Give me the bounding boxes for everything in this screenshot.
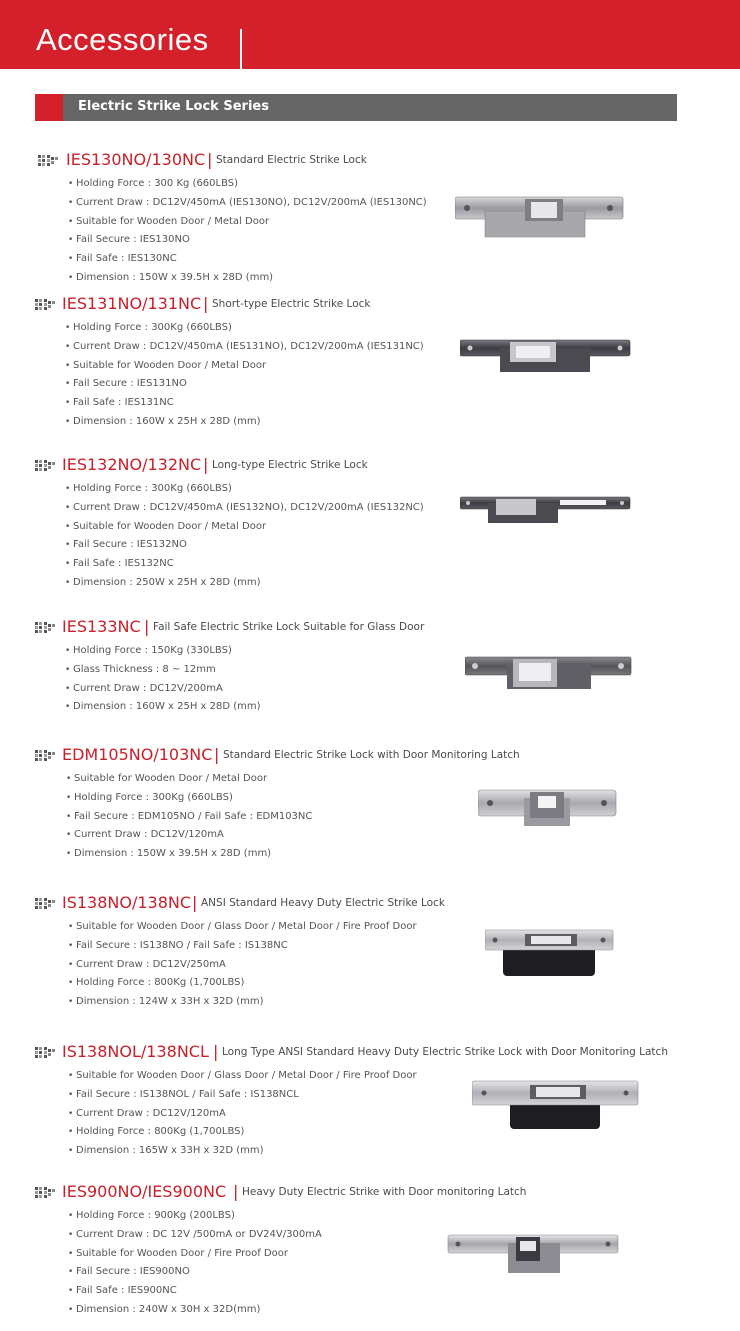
spec-item: • Fail Secure : IS138NO / Fail Safe : IS138NC <box>68 937 417 956</box>
spec-list <box>68 1207 322 1320</box>
series-accent <box>35 94 63 121</box>
bullet-arrow-icon <box>35 1187 56 1198</box>
spec-list <box>68 918 417 1012</box>
product-description: Short-type Electric Strike Lock <box>212 298 371 310</box>
spec-item: • Fail Secure : IES900NO <box>68 1263 322 1282</box>
spec-item: • Suitable for Wooden Door / Metal Door <box>68 213 427 232</box>
product-model: IES130NO/130NC <box>66 150 206 169</box>
spec-item: • Dimension : 150W x 39.5H x 28D (mm) <box>66 845 312 864</box>
spec-item: • Current Draw : DC12V/200mA <box>65 680 261 699</box>
product-image <box>485 928 615 978</box>
title-separator: | <box>214 745 220 764</box>
bullet-arrow-icon <box>35 299 56 310</box>
product-description: Long-type Electric Strike Lock <box>212 459 368 471</box>
spec-item: • Glass Thickness : 8 ~ 12mm <box>65 661 261 680</box>
product-model: IES900NO/IES900NC <box>62 1182 227 1201</box>
spec-item: • Fail Secure : IES131NO <box>65 375 424 394</box>
product-description: Standard Electric Strike Lock <box>216 154 367 166</box>
product-description: Fail Safe Electric Strike Lock Suitable for Glass Door <box>153 621 425 633</box>
series-title: Electric Strike Lock Series <box>78 99 269 114</box>
bullet-arrow-icon <box>35 460 56 471</box>
spec-item: • Dimension : 150W x 39.5H x 28D (mm) <box>68 269 427 288</box>
spec-list <box>68 175 427 288</box>
spec-item: • Fail Safe : IES132NC <box>65 555 424 574</box>
product-image <box>465 653 633 693</box>
product-image <box>478 788 618 828</box>
spec-list <box>65 642 261 717</box>
spec-item: • Dimension : 160W x 25H x 28D (mm) <box>65 698 261 717</box>
bullet-arrow-icon <box>38 155 59 166</box>
spec-item: • Suitable for Wooden Door / Metal Door <box>65 518 424 537</box>
spec-item: • Suitable for Wooden Door / Metal Door <box>66 770 312 789</box>
spec-item: • Holding Force : 300Kg (660LBS) <box>65 319 424 338</box>
spec-item: • Current Draw : DC 12V /500mA or DV24V/300mA <box>68 1226 322 1245</box>
spec-item: • Holding Force : 800Kg (1,700LBS) <box>68 1123 417 1142</box>
title-separator: | <box>203 455 209 474</box>
spec-item: • Fail Safe : IES130NC <box>68 250 427 269</box>
spec-item: • Suitable for Wooden Door / Glass Door / Metal Door / Fire Proof Door <box>68 918 417 937</box>
product-image <box>460 334 632 374</box>
product-image <box>432 1227 632 1279</box>
spec-item: • Dimension : 240W x 30H x 32D(mm) <box>68 1301 322 1320</box>
title-separator: | <box>207 150 213 169</box>
spec-item: • Fail Safe : IES131NC <box>65 394 424 413</box>
product-description: ANSI Standard Heavy Duty Electric Strike Lock <box>201 897 445 909</box>
spec-item: • Dimension : 160W x 25H x 28D (mm) <box>65 413 424 432</box>
spec-item: • Dimension : 250W x 25H x 28D (mm) <box>65 574 424 593</box>
spec-list <box>65 319 424 432</box>
title-separator: | <box>213 1042 219 1061</box>
spec-item: • Suitable for Wooden Door / Fire Proof Door <box>68 1245 322 1264</box>
bullet-arrow-icon <box>35 898 56 909</box>
bullet-arrow-icon <box>35 1047 56 1058</box>
spec-item: • Holding Force : 150Kg (330LBS) <box>65 642 261 661</box>
spec-item: • Current Draw : DC12V/120mA <box>68 1105 417 1124</box>
spec-list <box>65 480 424 593</box>
bullet-arrow-icon <box>35 622 56 633</box>
header-divider <box>240 29 242 69</box>
product-model: IES131NO/131NC <box>62 294 202 313</box>
page-title: Accessories <box>36 22 209 57</box>
product-model: IS138NOL/138NCL <box>62 1042 209 1061</box>
page-header <box>0 0 740 69</box>
spec-item: • Current Draw : DC12V/120mA <box>66 826 312 845</box>
bullet-arrow-icon <box>35 750 56 761</box>
title-separator: | <box>144 617 150 636</box>
spec-item: • Holding Force : 300Kg (660LBS) <box>66 789 312 808</box>
product-description: Heavy Duty Electric Strike with Door monitoring Latch <box>242 1186 527 1198</box>
spec-item: • Current Draw : DC12V/450mA (IES132NO), DC12V/200mA (IES132NC) <box>65 499 424 518</box>
title-separator: | <box>233 1182 239 1201</box>
product-model: IS138NO/138NC <box>62 893 192 912</box>
spec-item: • Fail Secure : IES130NO <box>68 231 427 250</box>
product-image <box>472 1077 640 1132</box>
product-image <box>460 493 632 525</box>
spec-item: • Dimension : 165W x 33H x 32D (mm) <box>68 1142 417 1161</box>
product-description: Standard Electric Strike Lock with Door Monitoring Latch <box>223 749 520 761</box>
title-separator: | <box>203 294 209 313</box>
product-model: IES132NO/132NC <box>62 455 202 474</box>
product-model: IES133NC <box>62 617 141 636</box>
spec-item: • Dimension : 124W x 33H x 32D (mm) <box>68 993 417 1012</box>
title-separator: | <box>192 893 198 912</box>
spec-item: • Suitable for Wooden Door / Glass Door / Metal Door / Fire Proof Door <box>68 1067 417 1086</box>
spec-item: • Fail Secure : IES132NO <box>65 536 424 555</box>
spec-item: • Fail Secure : EDM105NO / Fail Safe : EDM103NC <box>66 808 312 827</box>
series-banner <box>35 94 677 121</box>
spec-item: • Fail Secure : IS138NOL / Fail Safe : IS138NCL <box>68 1086 417 1105</box>
spec-item: • Suitable for Wooden Door / Metal Door <box>65 357 424 376</box>
spec-item: • Current Draw : DC12V/250mA <box>68 956 417 975</box>
spec-list <box>66 770 312 864</box>
spec-item: • Holding Force : 300 Kg (660LBS) <box>68 175 427 194</box>
product-description: Long Type ANSI Standard Heavy Duty Electric Strike Lock with Door Monitoring Latch <box>222 1046 668 1058</box>
spec-item: • Holding Force : 300Kg (660LBS) <box>65 480 424 499</box>
spec-item: • Holding Force : 900Kg (200LBS) <box>68 1207 322 1226</box>
spec-item: • Current Draw : DC12V/450mA (IES130NO), DC12V/200mA (IES130NC) <box>68 194 427 213</box>
spec-item: • Fail Safe : IES900NC <box>68 1282 322 1301</box>
spec-item: • Current Draw : DC12V/450mA (IES131NO), DC12V/200mA (IES131NC) <box>65 338 424 357</box>
spec-list <box>68 1067 417 1161</box>
product-model: EDM105NO/103NC <box>62 745 213 764</box>
product-image <box>455 193 625 243</box>
spec-item: • Holding Force : 800Kg (1,700LBS) <box>68 974 417 993</box>
